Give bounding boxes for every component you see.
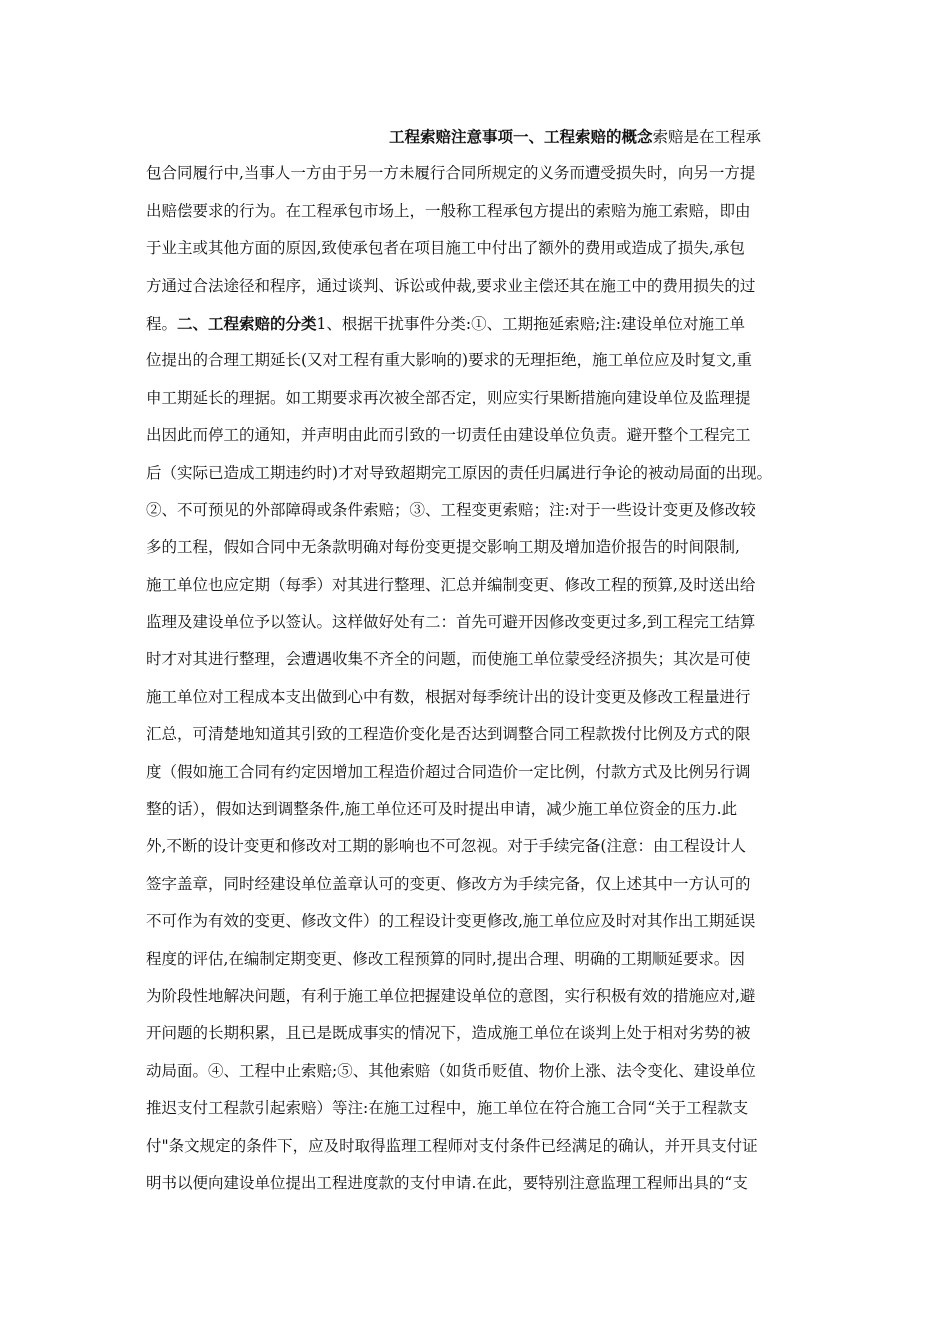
section-heading-classification: 二、工程索赔的分类: [177, 313, 317, 333]
paragraph-line: 推迟支付工程款引起索赔）等注:在施工过程中，施工单位在符合施工合同“关于工程款支: [146, 1099, 749, 1118]
paragraph-line: 为阶段性地解决问题，有利于施工单位把握建设单位的意图，实行积极有效的措施应对,避: [146, 986, 756, 1005]
paragraph-line: 包合同履行中,当事人一方由于另一方未履行合同所规定的义务而遭受损失时，向另一方提: [146, 164, 756, 183]
body-text: 索赔是在工程承: [652, 128, 762, 146]
paragraph-line: ②、不可预见的外部障碍或条件索赔；③、工程变更索赔；注:对于一些设计变更及修改较: [146, 500, 756, 519]
paragraph-line: 施工单位对工程成本支出做到心中有数，根据对每季统计出的设计变更及修改工程量进行: [146, 687, 751, 706]
section-heading-concept: 一、工程索赔的概念: [513, 127, 653, 146]
paragraph-line: 位提出的合理工期延长(又对工程有重大影响的)要求的无理拒绝，施工单位应及时复文,重: [146, 351, 753, 370]
paragraph-line: 方通过合法途径和程序，通过谈判、诉讼或仲裁,要求业主偿还其在施工中的费用损失的过: [146, 276, 756, 295]
paragraph-line: [146, 118, 810, 155]
paragraph-line: 付"条文规定的条件下，应及时取得监理工程师对支付条件已经满足的确认，并开具支付证: [146, 1136, 758, 1155]
paragraph-line: 程度的评估,在编制定期变更、修改工程预算的同时,提出合理、明确的工期顺延要求。因: [146, 949, 745, 968]
document-title: 工程索赔注意事项: [389, 127, 514, 146]
paragraph-line: 度（假如施工合同有约定因增加工程造价超过合同造价一定比例，付款方式及比例另行调: [146, 762, 751, 781]
body-text: 1、根据干扰事件分类:①、工期拖延索赔;注:建设单位对施工单: [316, 314, 746, 333]
paragraph-line: 签字盖章，同时经建设单位盖章认可的变更、修改方为手续完备，仅上述其中一方认可的: [146, 874, 751, 893]
paragraph-line: 后（实际已造成工期违约时)才对导致超期完工原因的责任归属进行争论的被动局面的出现。: [146, 463, 773, 482]
paragraph-line: 动局面。④、工程中止索赔;⑤、其他索赔（如货币贬值、物价上涨、法令变化、建设单位: [146, 1061, 756, 1080]
paragraph-line: 于业主或其他方面的原因,致使承包者在项目施工中付出了额外的费用或造成了损失,承包: [146, 239, 745, 258]
paragraph-line: 不可作为有效的变更、修改文件）的工程设计变更修改,施工单位应及时对其作出工期延误: [146, 912, 756, 931]
paragraph-line: 汇总，可清楚地知道其引致的工程造价变化是否达到调整合同工程款拨付比例及方式的限: [146, 725, 751, 744]
paragraph-line: 施工单位也应定期（每季）对其进行整理、汇总并编制变更、修改工程的预算,及时送出给: [146, 575, 756, 594]
paragraph-line: 外,不断的设计变更和修改对工期的影响也不可忽视。对于手续完备(注意：由工程设计人: [146, 837, 746, 856]
paragraph-line: 申工期延长的理据。如工期要求再次被全部否定，则应实行果断措施向建设单位及监理提: [146, 388, 751, 407]
paragraph-line: 开问题的长期积累，且已是既成事实的情况下，造成施工单位在谈判上处于相对劣势的被: [146, 1024, 751, 1043]
paragraph-line: 多的工程，假如合同中无条款明确对每份变更提交影响工期及增加造价报告的时间限制,: [146, 538, 740, 557]
paragraph-line: 明书以便向建设单位提出工程进度款的支付申请.在此，要特别注意监理工程师出具的“支: [146, 1173, 748, 1192]
paragraph-line: 整的话），假如达到调整条件,施工单位还可及时提出申请，减少施工单位资金的压力.此: [146, 800, 738, 819]
document-body: [146, 118, 810, 1202]
paragraph-line: 监理及建设单位予以签认。这样做好处有二：首先可避开因修改变更过多,到工程完工结算: [146, 613, 756, 632]
paragraph-line: 出赔偿要求的行为。在工程承包市场上，一般称工程承包方提出的索赔为施工索赔，即由: [146, 201, 751, 220]
body-text: 程。: [146, 314, 178, 333]
paragraph-line: [146, 305, 810, 342]
paragraph-line: 时才对其进行整理，会遭遇收集不齐全的问题，而使施工单位蒙受经济损失；其次是可使: [146, 650, 751, 669]
paragraph-line: 出因此而停工的通知，并声明由此而引致的一切责任由建设单位负责。避开整个工程完工: [146, 426, 751, 445]
